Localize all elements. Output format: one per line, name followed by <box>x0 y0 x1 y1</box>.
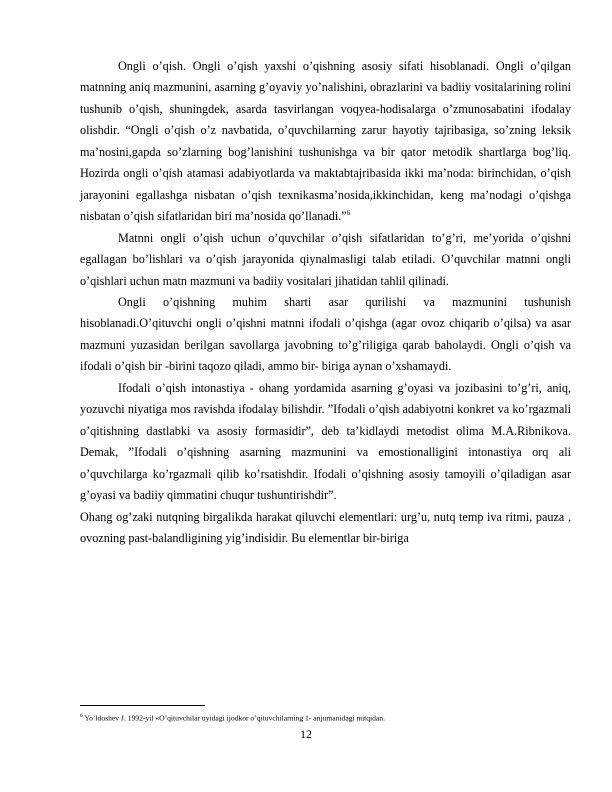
paragraph-ifodali-oqish: Ifodali o’qish intonastiya - ohang yordamida asarning g’oyasi va jozibasini to’g’ri, aniq, yozuvchi niyatiga mos ravishda ifodalay bilishdir. ”Ifodali o’qish adabiyotni konkret va ko’rgazmali o’qitishning dastlabki va asosiy formasidir”, deb ta’kidlaydi metodist olima M.A.Ribnikova. Demak, ”Ifodali o’qishning asarning mazmunini va emostionalligini intonastiya orq ali o’quvchilarga ko’rgazmali qilib ko’rsatishdir. Ifodali o’qishning asosiy tamoyili o’qiladigan asar g’oyasi va badiiy qimmatini chuqur tushuntirishdir”. <box>80 380 571 503</box>
paragraph-ongli-oqish <box>80 56 571 228</box>
footnote-text: Yo’ldoshev J. 1992-yil «O’qituvchilar uyidagi ijodkor o’qituvchilarning 1- anjumanidagi nutqidan. <box>82 713 385 723</box>
page-number: 12 <box>300 727 312 741</box>
paragraph-ohang: Ohang og’zaki nutqning birgalikda harakat qiluvchi elementlari: urg’u, nutq temp iva ritmi, pauza , ovozning past-balandligining yig’indisidir. Bu elementlar bir-biriga <box>80 509 571 545</box>
footnote <box>80 711 571 724</box>
footnote-number: 6 <box>80 713 83 719</box>
paragraph-text: Ongli o’qish. Ongli o’qish yaxshi o’qishning asosiy sifati hisoblanadi. Ongli o’qilgan matnning aniq mazmunini, asarning g’oyaviy yo’nalishini, obrazlarini va badiiy vositalarining rolini tushunib o’qish, shuningdek, asarda tasvirlangan voqyea-hodisalarga o’zmunosabatini ifodalay olishdir. “Ongli o’qish o’z navbatida, o’quvchilarning zarur hayotiy tajribasiga, so’zning leksik ma’nosini,gapda so’zlarning bog’lanishini tushunishga va bir qator metodik shartlarga bog’liq. Hozirda ongli o’qish atamasi adabiyotlarda va maktabtajribasida ikki ma’noda: birinchidan, o’qish jarayonini egallashga nisbatan o’qish texnikasma’nosida,ikkinchidan, keng ma’nodagi o’qishga nisbatan o’qish sifatlaridan biri ma’nosida qo’llanadi.” <box>80 59 571 224</box>
document-body <box>80 56 571 549</box>
paragraph-muhim-sharti: Ongli o’qishning muhim sharti asar qurilishi va mazmunini tushunish hisoblanadi.O’qituvchi ongli o’qishni matnni ifodali o’qishga (agar ovoz chiqarib o’qilsa) va asar mazmuni yuzasidan berilgan savollarga javobning to’g’riligiga qarab baholaydi. Ongli o’qish va ifodali o’qish bir -birini taqozo qiladi, ammo bir- biriga aynan o’xshamaydi. <box>80 294 571 374</box>
paragraph-matnni-ongli: Matnni ongli o’qish uchun o’quvchilar o’qish sifatlaridan to’g’ri, me’yorida o’qishni egallagan bo’lishlari va o’qish jarayonida qiynalmasligi talab etiladi. O’quvchilar matnni ongli o’qishlari uchun matn mazmuni va badiiy vositalari jihatidan tahlil qilinadi. <box>80 230 571 288</box>
footnote-divider <box>80 705 205 706</box>
footnote-reference: 6 <box>346 209 351 218</box>
